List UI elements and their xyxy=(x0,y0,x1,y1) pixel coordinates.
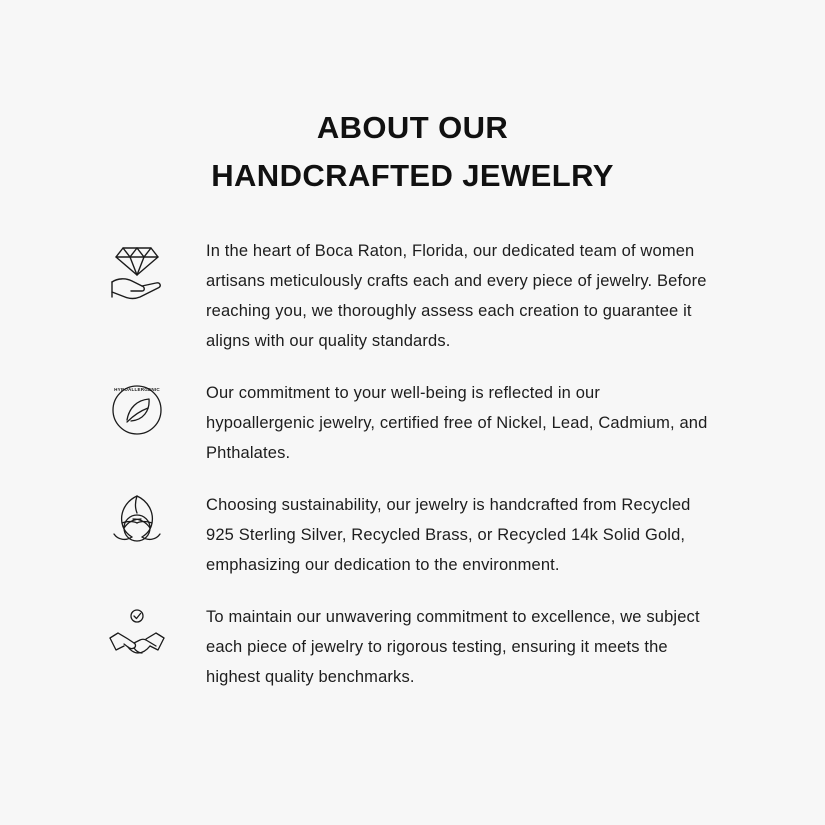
handshake-check-icon xyxy=(104,602,170,674)
list-item-text: In the heart of Boca Raton, Florida, our dedicated team of women artisans meticulously crafts each and every piece of jewelry. Before reaching you, we thoroughly assess each creation to guarantee it aligns with our quality standards. xyxy=(206,242,707,350)
list-item xyxy=(104,378,765,468)
list-item-text: Choosing sustainability, our jewelry is handcrafted from Recycled 925 Sterling Silver, Recycled Brass, or Recycled 14k Solid Gold, emphasizing our dedication to the environment. xyxy=(206,496,691,574)
page-title xyxy=(0,0,825,200)
feature-list xyxy=(0,236,825,692)
list-item xyxy=(104,490,765,580)
diamond-in-hand-icon xyxy=(104,236,170,308)
page-title-line-1: ABOUT OUR xyxy=(316,110,509,145)
hypoallergenic-label: HYPOALLERGENIC xyxy=(114,387,160,392)
hypoallergenic-leaf-icon xyxy=(104,378,170,446)
list-item xyxy=(104,602,765,692)
page-title-line-2: HANDCRAFTED JEWELRY xyxy=(211,158,614,193)
list-item-text: To maintain our unwavering commitment to excellence, we subject each piece of jewelry to rigorous testing, ensuring it meets the highest quality benchmarks. xyxy=(206,608,700,686)
recycling-leaves-icon xyxy=(104,490,170,558)
list-item-text: Our commitment to your well-being is reflected in our hypoallergenic jewelry, certified free of Nickel, Lead, Cadmium, and Phthalates. xyxy=(206,384,708,462)
list-item xyxy=(104,236,765,356)
